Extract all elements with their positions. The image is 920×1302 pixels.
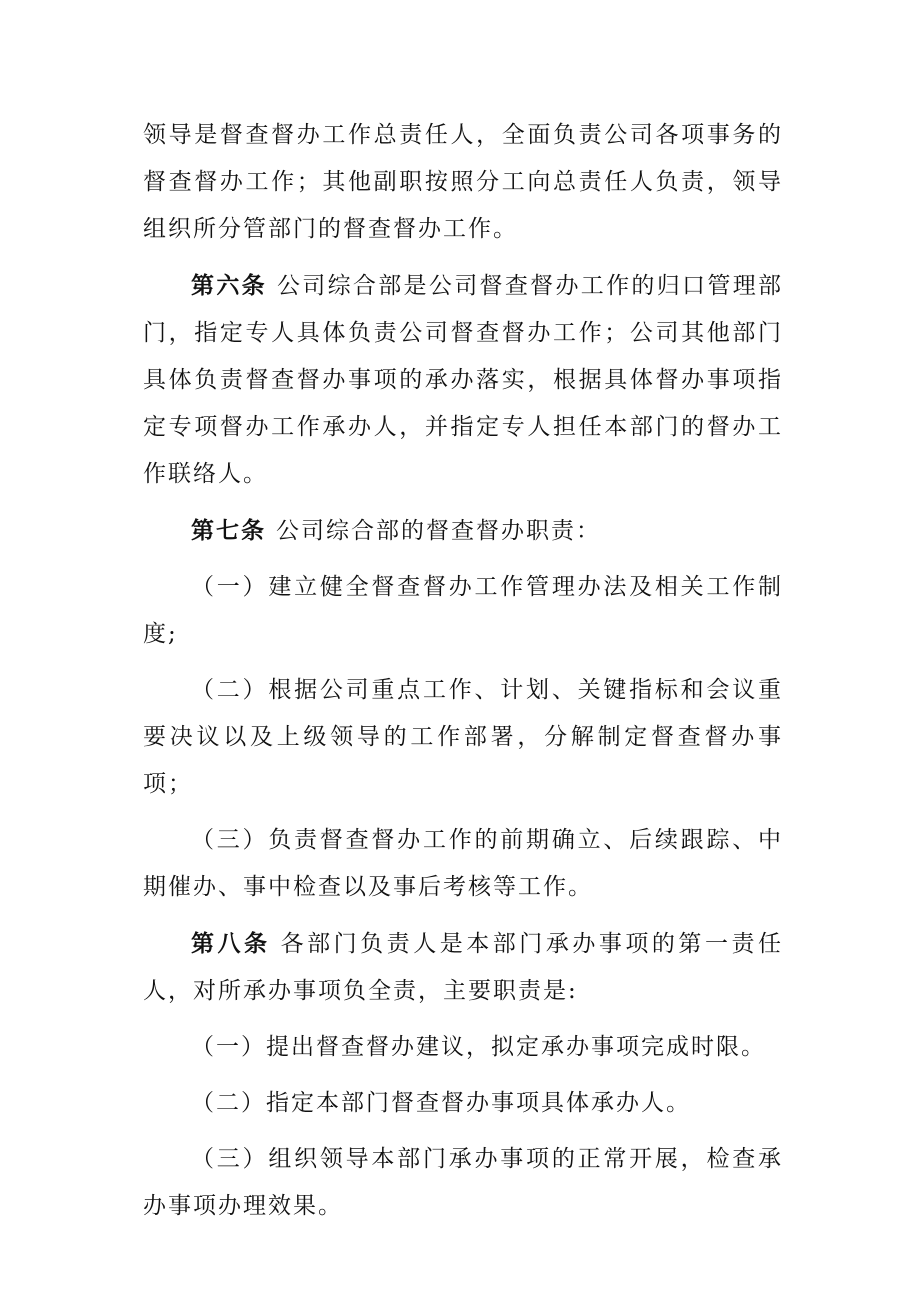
article-8	[143, 920, 783, 1015]
article-8-item-1: （一）提出督查督办建议，拟定承办事项完成时限。	[191, 1034, 766, 1060]
article-8-item-2: （二）指定本部门督查督办事项具体承办人。	[191, 1090, 691, 1116]
article-8-heading: 第八条	[191, 930, 271, 957]
article-6-heading: 第六条	[191, 272, 267, 299]
article-8-text: 各部门负责人是本部门承办事项的第一责任人，对所承办事项负全责，主要职责是:	[143, 931, 784, 1004]
article-7-heading: 第七条	[191, 517, 266, 544]
article-6	[143, 262, 783, 498]
article-7	[143, 507, 783, 555]
intro-paragraph: 领导是督查督办工作总责任人，全面负责公司各项事务的督查督办工作；其他副职按照分工向总责任人负责，领导组织所分管部门的督查督办工作。	[143, 122, 783, 242]
article-8-item-3: （三）组织领导本部门承办事项的正常开展，检查承办事项办理效果。	[143, 1146, 783, 1219]
article-6-text: 公司综合部是公司督查督办工作的归口管理部门，指定专人具体负责公司督查督办工作；公司其他部门具体负责督查督办事项的承办落实，根据具体督办事项指定专项督办工作承办人，并指定专人担任本部门的督办工作联络人。	[143, 273, 784, 487]
article-7-text: 公司综合部的督查督办职责：	[276, 518, 601, 544]
article-7-item-1: （一）建立健全督查督办工作管理办法及相关工作制度;	[143, 574, 783, 647]
article-7-item-3: （三）负责督查督办工作的前期确立、后续跟踪、中期催办、事中检查以及事后考核等工作。	[143, 827, 783, 900]
document-body	[143, 112, 783, 1239]
article-7-item-2: （二）根据公司重点工作、计划、关键指标和会议重要决议以及上级领导的工作部署，分解制定督查督办事项；	[143, 677, 783, 797]
